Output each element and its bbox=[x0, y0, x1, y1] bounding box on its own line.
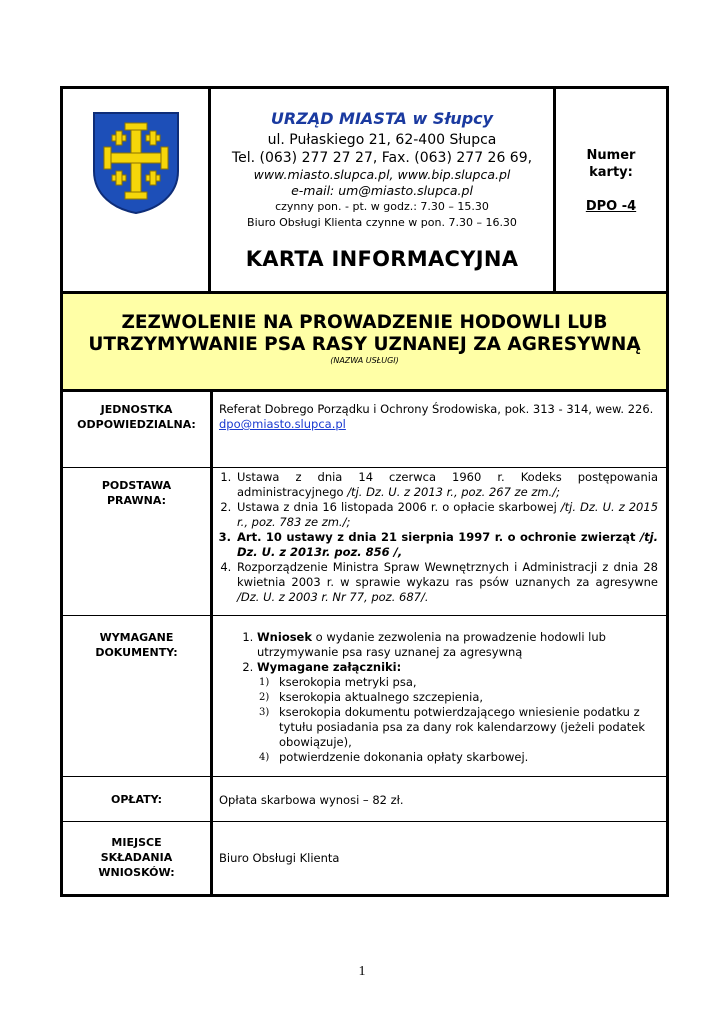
legal-ref: /tj. Dz. U. z 2013 r., poz. 267 ze zm./; bbox=[347, 485, 560, 499]
label-line: PODSTAWA bbox=[101, 479, 172, 492]
office-email: e-mail: um@miasto.slupca.pl bbox=[291, 183, 473, 198]
row-label bbox=[63, 616, 213, 776]
list-item bbox=[257, 630, 658, 660]
document-type-title: KARTA INFORMACYJNA bbox=[245, 247, 519, 271]
coat-of-arms-icon bbox=[92, 111, 180, 215]
label-line: WNIOSKÓW: bbox=[98, 866, 175, 879]
fees-text: Opłata skarbowa wynosi – 82 zł. bbox=[219, 793, 404, 807]
office-name: URZĄD MIASTA w Słupcy bbox=[270, 109, 494, 128]
card-label-2: karty: bbox=[589, 165, 633, 180]
list-item bbox=[259, 675, 658, 690]
attachment-text: kserokopia metryki psa, bbox=[279, 675, 417, 689]
boc-hours: Biuro Obsługi Klienta czynne w pon. 7.30 – 16.30 bbox=[247, 216, 517, 229]
card-label-1: Numer bbox=[586, 148, 636, 163]
attachment-text: kserokopia aktualnego szczepienia, bbox=[279, 690, 484, 704]
list-item bbox=[235, 470, 658, 500]
office-info bbox=[211, 89, 556, 291]
list-item bbox=[259, 750, 658, 765]
label-line: ODPOWIEDZIALNA: bbox=[77, 418, 196, 431]
attachment-num: 4) bbox=[259, 752, 270, 763]
row-content bbox=[213, 468, 666, 615]
doc-bold: Wymagane załączniki: bbox=[257, 660, 402, 674]
attachment-num: 3) bbox=[259, 707, 270, 718]
row-label bbox=[63, 468, 213, 615]
office-web: www.miasto.slupca.pl, www.bip.slupca.pl bbox=[253, 167, 511, 182]
row-content bbox=[213, 392, 666, 467]
attachment-text: kserokopia dokumentu potwierdzającego wniesienie podatku z tytułu posiadania psa za dany rok kalendarzowy (jeżeli podatek obowiązuje), bbox=[279, 705, 646, 749]
label-line: DOKUMENTY: bbox=[95, 646, 178, 659]
documents-list bbox=[219, 630, 658, 675]
service-subtitle: (NAZWA USŁUGI) bbox=[330, 356, 399, 365]
attachment-num: 1) bbox=[259, 677, 270, 688]
doc-bold: Wniosek bbox=[257, 630, 313, 644]
row-required-documents bbox=[63, 616, 666, 777]
row-content bbox=[213, 616, 666, 776]
legal-text: Art. 10 ustawy z dnia 21 sierpnia 1997 r. o ochronie zwierząt bbox=[237, 530, 640, 544]
card-number: DPO -4 bbox=[585, 199, 637, 214]
office-phone: Tel. (063) 277 27 27, Fax. (063) 277 26 69, bbox=[231, 150, 533, 166]
row-fees bbox=[63, 777, 666, 822]
place-text: Biuro Obsługi Klienta bbox=[219, 851, 340, 865]
service-title-line1: ZEZWOLENIE NA PROWADZENIE HODOWLI LUB bbox=[121, 312, 608, 333]
label-line: WYMAGANE bbox=[99, 631, 174, 644]
row-responsible-unit bbox=[63, 392, 666, 468]
label-line: SKŁADANIA bbox=[100, 851, 173, 864]
legal-ref: /tj. Dz. U. z 2015 r., poz. 783 ze zm./; bbox=[237, 500, 659, 529]
office-address: ul. Pułaskiego 21, 62-400 Słupca bbox=[267, 132, 497, 148]
service-name-banner bbox=[63, 294, 666, 392]
info-card bbox=[60, 86, 669, 897]
row-legal-basis bbox=[63, 468, 666, 616]
legal-text: Rozporządzenie Ministra Spraw Wewnętrznych i Administracji z dnia 28 kwietnia 2003 r. w sprawie wykazu ras psów uznanych za agresywne bbox=[237, 560, 658, 589]
unit-text: Referat Dobrego Porządku i Ochrony Środowiska, pok. 313 - 314, wew. 226. bbox=[219, 402, 654, 416]
label-line: PRAWNA: bbox=[106, 494, 166, 507]
legal-ref: /tj. Dz. U. z 2013r. poz. 856 /, bbox=[237, 530, 658, 559]
list-item bbox=[235, 560, 658, 605]
legal-ref: /Dz. U. z 2003 r. Nr 77, poz. 687/. bbox=[237, 590, 429, 604]
doc-text: o wydanie zezwolenia na prowadzenie hodowli lub utrzymywanie psa rasy uznanej za agresywną bbox=[257, 630, 606, 659]
legal-list bbox=[219, 470, 658, 605]
list-item bbox=[235, 530, 658, 560]
row-label bbox=[63, 777, 213, 821]
row-label bbox=[63, 822, 213, 894]
legal-text: Ustawa z dnia 16 listopada 2006 r. o opłacie skarbowej bbox=[237, 500, 561, 514]
unit-email-link[interactable]: dpo@miasto.slupca.pl bbox=[219, 417, 346, 431]
list-item bbox=[259, 705, 658, 750]
label-line: OPŁATY: bbox=[110, 793, 163, 806]
row-submission-place bbox=[63, 822, 666, 894]
service-title-line2: UTRZYMYWANIE PSA RASY UZNANEJ ZA AGRESYWNĄ bbox=[88, 334, 641, 355]
label-line: MIEJSCE bbox=[111, 836, 162, 849]
header bbox=[63, 89, 666, 294]
row-content bbox=[213, 777, 666, 821]
row-content bbox=[213, 822, 666, 894]
list-item bbox=[257, 660, 658, 675]
page-number: 1 bbox=[358, 964, 366, 979]
label-line: JEDNOSTKA bbox=[100, 403, 173, 416]
attachments-list bbox=[219, 675, 658, 765]
attachment-num: 2) bbox=[259, 692, 270, 703]
logo-cell bbox=[63, 89, 211, 291]
card-number-cell bbox=[556, 89, 666, 291]
office-hours: czynny pon. - pt. w godz.: 7.30 – 15.30 bbox=[275, 200, 489, 213]
list-item bbox=[235, 500, 658, 530]
legal-text: Ustawa z dnia 14 czerwca 1960 r. Kodeks postępowania administracyjnego bbox=[237, 470, 658, 499]
attachment-text: potwierdzenie dokonania opłaty skarbowej. bbox=[279, 750, 529, 764]
list-item bbox=[259, 690, 658, 705]
row-label bbox=[63, 392, 213, 467]
